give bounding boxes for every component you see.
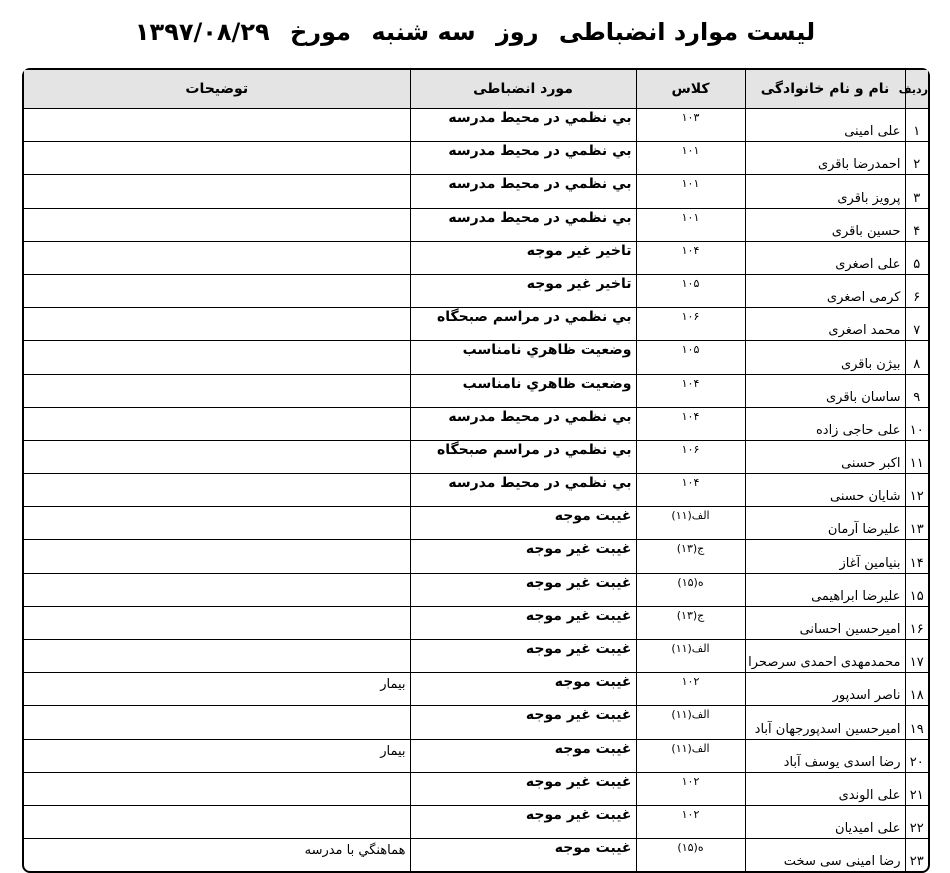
row-number: ۱۳ [905, 507, 928, 540]
header-desc: توضیحات [24, 70, 410, 109]
class-code: ج(۱۳) [636, 540, 745, 573]
class-code: ۱۰۴ [636, 407, 745, 440]
student-name: رضا اسدی یوسف آباد [745, 739, 905, 772]
table-row [24, 540, 928, 573]
discipline-issue: بي نظمي در محيط مدرسه [410, 208, 636, 241]
table-row [24, 507, 928, 540]
description [24, 142, 410, 175]
discipline-issue: غيبت موجه [410, 839, 636, 872]
table-row [24, 474, 928, 507]
header-name: نام و نام خانوادگی [745, 70, 905, 109]
description [24, 573, 410, 606]
table-row [24, 341, 928, 374]
discipline-issue: وضعيت ظاهري نامناسب [410, 341, 636, 374]
class-code: الف(۱۱) [636, 640, 745, 673]
table-row [24, 706, 928, 739]
student-name: محمدمهدی احمدی سرصحرا [745, 640, 905, 673]
table-row [24, 673, 928, 706]
table-row [24, 274, 928, 307]
table-row [24, 440, 928, 473]
student-name: پرویز باقری [745, 175, 905, 208]
table-row [24, 805, 928, 838]
row-number: ۱۵ [905, 573, 928, 606]
table-row [24, 573, 928, 606]
description [24, 407, 410, 440]
class-code: ۱۰۴ [636, 474, 745, 507]
table-row [24, 772, 928, 805]
description [24, 175, 410, 208]
class-code: ۱۰۱ [636, 142, 745, 175]
student-name: رضا امینی سی سخت [745, 839, 905, 872]
student-name: ناصر اسدپور [745, 673, 905, 706]
student-name: علیرضا ابراهیمی [745, 573, 905, 606]
description [24, 274, 410, 307]
row-number: ۲۳ [905, 839, 928, 872]
title-heading: لیست موارد انضباطی [558, 18, 816, 46]
student-name: شایان حسنی [745, 474, 905, 507]
student-name: علی امینی [745, 109, 905, 142]
description [24, 540, 410, 573]
description [24, 640, 410, 673]
row-number: ۱۷ [905, 640, 928, 673]
description [24, 109, 410, 142]
table-row [24, 407, 928, 440]
discipline-issue: بي نظمي در محيط مدرسه [410, 142, 636, 175]
student-name: علی الوندی [745, 772, 905, 805]
table-row [24, 142, 928, 175]
discipline-issue: تاخير غير موجه [410, 274, 636, 307]
description [24, 474, 410, 507]
row-number: ۵ [905, 241, 928, 274]
table-row [24, 208, 928, 241]
discipline-issue: بي نظمي در محيط مدرسه [410, 109, 636, 142]
student-name: علی حاجی زاده [745, 407, 905, 440]
description [24, 507, 410, 540]
student-name: علی اصغری [745, 241, 905, 274]
discipline-issue: غيبت موجه [410, 673, 636, 706]
description [24, 341, 410, 374]
row-number: ۳ [905, 175, 928, 208]
discipline-issue: تاخير غير موجه [410, 241, 636, 274]
discipline-issue: غيبت غير موجه [410, 805, 636, 838]
description [24, 440, 410, 473]
row-number: ۱۹ [905, 706, 928, 739]
student-name: بنیامین آغاز [745, 540, 905, 573]
discipline-issue: غيبت غير موجه [410, 706, 636, 739]
student-name: اکبر حسنی [745, 440, 905, 473]
class-code: ۱۰۱ [636, 175, 745, 208]
discipline-issue: غيبت غير موجه [410, 606, 636, 639]
row-number: ۲۰ [905, 739, 928, 772]
student-name: ساسان باقری [745, 374, 905, 407]
table-row [24, 606, 928, 639]
title-day-value: سه شنبه [371, 18, 476, 46]
class-code: الف(۱۱) [636, 706, 745, 739]
student-name: کرمی اصغری [745, 274, 905, 307]
table-row [24, 739, 928, 772]
student-name: امیرحسین اسدپورجهان آباد [745, 706, 905, 739]
class-code: ۱۰۶ [636, 440, 745, 473]
class-code: ۱۰۶ [636, 308, 745, 341]
class-code: ۱۰۴ [636, 374, 745, 407]
table-row [24, 308, 928, 341]
student-name: احمدرضا باقری [745, 142, 905, 175]
discipline-issue: غيبت غير موجه [410, 640, 636, 673]
discipline-issue: غيبت موجه [410, 739, 636, 772]
description [24, 606, 410, 639]
student-name: علیرضا آرمان [745, 507, 905, 540]
discipline-issue: بي نظمي در محيط مدرسه [410, 175, 636, 208]
discipline-issue: وضعيت ظاهري نامناسب [410, 374, 636, 407]
table-body [24, 109, 928, 872]
discipline-issue: بي نظمي در مراسم صبحگاه [410, 440, 636, 473]
description [24, 241, 410, 274]
discipline-issue: بي نظمي در مراسم صبحگاه [410, 308, 636, 341]
row-number: ۱۶ [905, 606, 928, 639]
discipline-issue: غيبت موجه [410, 507, 636, 540]
row-number: ۱۴ [905, 540, 928, 573]
student-name: بیژن باقری [745, 341, 905, 374]
header-class: کلاس [636, 70, 745, 109]
class-code: ۱۰۵ [636, 274, 745, 307]
description [24, 805, 410, 838]
class-code: ۱۰۴ [636, 241, 745, 274]
title-date-value: ۱۳۹۷/۰۸/۲۹ [134, 18, 270, 46]
class-code: ۱۰۵ [636, 341, 745, 374]
class-code: ه(۱۵) [636, 839, 745, 872]
table-row [24, 109, 928, 142]
table-header-row [24, 70, 928, 109]
header-issue: مورد انضباطی [410, 70, 636, 109]
row-number: ۱۲ [905, 474, 928, 507]
title-day-label: روز [495, 18, 539, 46]
class-code: ج(۱۳) [636, 606, 745, 639]
description [24, 706, 410, 739]
table-row [24, 839, 928, 872]
class-code: ۱۰۲ [636, 805, 745, 838]
row-number: ۱۰ [905, 407, 928, 440]
title-date-label: مورخ [289, 18, 351, 46]
description [24, 308, 410, 341]
class-code: ۱۰۱ [636, 208, 745, 241]
description: هماهنگي با مدرسه [24, 839, 410, 872]
class-code: ۱۰۳ [636, 109, 745, 142]
discipline-issue: غيبت غير موجه [410, 772, 636, 805]
table-row [24, 640, 928, 673]
row-number: ۹ [905, 374, 928, 407]
description: بيمار [24, 739, 410, 772]
class-code: ۱۰۲ [636, 673, 745, 706]
discipline-table-frame [22, 68, 930, 873]
student-name: محمد اصغری [745, 308, 905, 341]
description [24, 772, 410, 805]
row-number: ۱۱ [905, 440, 928, 473]
table-row [24, 175, 928, 208]
row-number: ۶ [905, 274, 928, 307]
discipline-issue: غيبت غير موجه [410, 573, 636, 606]
class-code: ه(۱۵) [636, 573, 745, 606]
class-code: الف(۱۱) [636, 507, 745, 540]
discipline-issue: غيبت غير موجه [410, 540, 636, 573]
row-number: ۴ [905, 208, 928, 241]
header-num: ردیف [905, 70, 928, 109]
discipline-issue: بي نظمي در محيط مدرسه [410, 474, 636, 507]
row-number: ۱۸ [905, 673, 928, 706]
row-number: ۸ [905, 341, 928, 374]
description: بيمار [24, 673, 410, 706]
discipline-issue: بي نظمي در محيط مدرسه [410, 407, 636, 440]
row-number: ۱ [905, 109, 928, 142]
table-row [24, 241, 928, 274]
row-number: ۲۲ [905, 805, 928, 838]
student-name: حسین باقری [745, 208, 905, 241]
student-name: امیرحسین احسانی [745, 606, 905, 639]
class-code: الف(۱۱) [636, 739, 745, 772]
row-number: ۷ [905, 308, 928, 341]
row-number: ۲ [905, 142, 928, 175]
description [24, 374, 410, 407]
row-number: ۲۱ [905, 772, 928, 805]
discipline-table [24, 70, 928, 871]
description [24, 208, 410, 241]
class-code: ۱۰۲ [636, 772, 745, 805]
page-title [0, 18, 950, 46]
student-name: علی امیدیان [745, 805, 905, 838]
table-row [24, 374, 928, 407]
